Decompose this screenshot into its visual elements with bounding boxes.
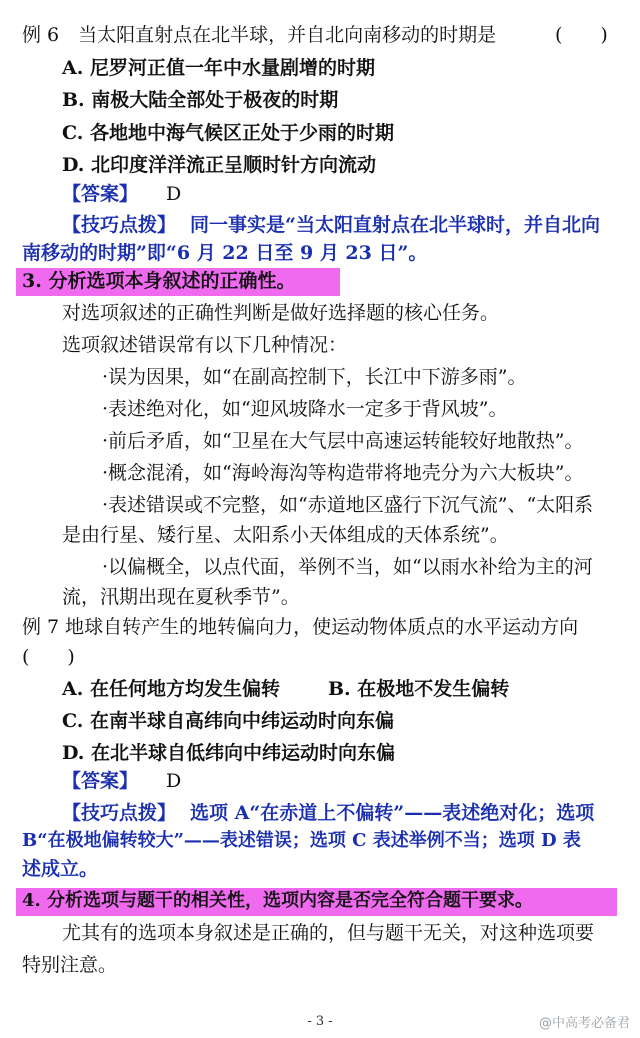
section-3-bullet-3: ·前后矛盾，如“卫星在大气层中高速运转能较好地散热”。 <box>102 430 584 452</box>
section-3-bullet-6: ·以偏概全，以点代面，举例不当，如“以雨水补给为主的河 <box>102 556 593 578</box>
answer-label: 【答案】 <box>62 183 139 205</box>
section-4-heading: 4. 分析选项与题干的相关性，选项内容是否完全符合题干要求。 <box>16 888 617 916</box>
example-7-tip-continued: B“在极地偏转较大”——表述错误；选项 C 表述举例不当；选项 D 表 <box>22 830 581 851</box>
example-6-option-d: D. 北印度洋洋流正呈顺时针方向流动 <box>62 154 377 176</box>
example-7-option-b: B. 在极地不发生偏转 <box>328 678 510 700</box>
example-7-title: 例 7 地球自转产生的地转偏向力，使运动物体质点的水平运动方向 <box>22 616 579 638</box>
example-6-tip <box>62 212 600 238</box>
section-4-para-2: 特别注意。 <box>22 954 118 976</box>
answer-value: D <box>166 183 182 205</box>
example-7-answer <box>62 768 181 794</box>
section-3-bullet-2: ·表述绝对化，如“迎风坡降水一定多于背风坡”。 <box>102 398 508 420</box>
section-3-para-2: 选项叙述错误常有以下几种情况： <box>62 334 348 356</box>
section-3-bullet-1: ·误为因果，如“在副高控制下，长江中下游多雨”。 <box>102 366 527 388</box>
tip-label: 【技巧点拨】 <box>62 214 177 236</box>
answer-label: 【答案】 <box>62 770 139 792</box>
example-7-option-a: A. 在任何地方均发生偏转 <box>62 678 280 700</box>
tip-text: 选项 A“在赤道上不偏转”——表述绝对化；选项 <box>190 802 595 824</box>
section-3-heading: 3. 分析选项本身叙述的正确性。 <box>16 268 340 296</box>
example-6-option-c: C. 各地地中海气候区正处于少雨的时期 <box>62 122 395 144</box>
example-6-tip-continued: 南移动的时期”即“6 月 22 日至 9 月 23 日”。 <box>22 242 428 264</box>
example-6-option-a: A. 尼罗河正值一年中水量剧增的时期 <box>62 57 375 79</box>
tip-label: 【技巧点拨】 <box>62 802 177 824</box>
example-7-option-c: C. 在南半球自高纬向中纬运动时向东偏 <box>62 710 395 732</box>
section-3-para-1: 对选项叙述的正确性判断是做好选择题的核心任务。 <box>62 302 500 324</box>
section-3-bullet-5-continued: 是由行星、矮行星、太阳系小天体组成的天体系统”。 <box>62 524 509 546</box>
page-number: - 3 - <box>307 1014 333 1029</box>
example-7-answer-paren: ( ) <box>22 646 75 668</box>
example-6-answer <box>62 181 181 207</box>
example-6-title: 例 6 当太阳直射点在北半球，并自北向南移动的时期是 <box>22 24 497 46</box>
answer-value: D <box>166 770 182 792</box>
section-3-bullet-6-continued: 流，汛期出现在夏秋季节”。 <box>62 586 300 608</box>
example-7-tip-continued-2: 述成立。 <box>22 858 99 880</box>
section-4-para-1: 尤其有的选项本身叙述是正确的，但与题干无关，对这种选项要 <box>62 922 595 944</box>
example-7-option-d: D. 在北半球自低纬向中纬运动时向东偏 <box>62 742 396 764</box>
example-7-tip <box>62 800 594 826</box>
section-3-bullet-4: ·概念混淆，如“海岭海沟等构造带将地壳分为六大板块”。 <box>102 462 584 484</box>
example-6-option-b: B. 南极大陆全部处于极夜的时期 <box>62 89 339 111</box>
watermark: @中高考必备君 <box>538 1016 630 1031</box>
section-3-bullet-5: ·表述错误或不完整，如“赤道地区盛行下沉气流”、“太阳系 <box>102 494 594 516</box>
example-6-answer-paren: ( ) <box>555 24 608 46</box>
tip-text: 同一事实是“当太阳直射点在北半球时，并自北向 <box>190 214 600 236</box>
